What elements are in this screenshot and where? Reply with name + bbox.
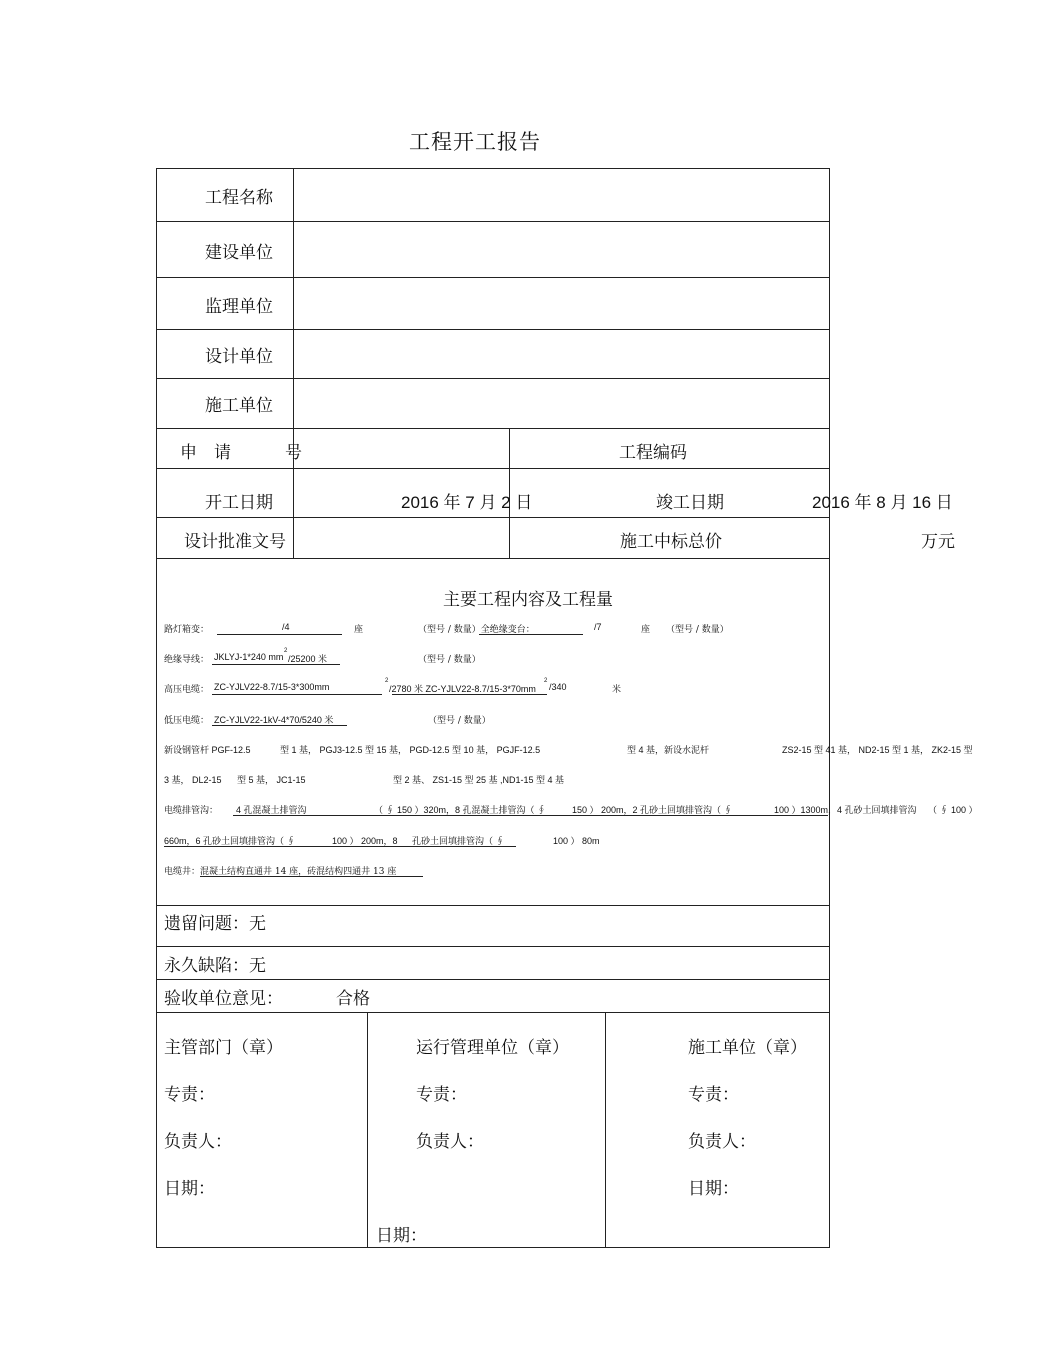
duct-text-2: （ ∮ 150 ）320m，8 孔混凝土排管沟（ ∮ (374, 805, 547, 815)
hv-cable-model-2: /2780 米 ZC-YJLV22-8.7/15-3*70mm (389, 684, 536, 694)
superscript: 2 (544, 678, 548, 684)
insulated-transformer-value: /7 (594, 622, 602, 632)
sign-col2-date: 日期： (376, 1226, 427, 1246)
bid-price-label: 施工中标总价 (620, 532, 722, 552)
fill-underline (217, 634, 342, 635)
steel-pole-text-2: 型 1 基， PGJ3-12.5 型 15 基， PGD-12.5 型 10 基， PGJF-12.5 (280, 745, 541, 755)
sign-col2-person: 负责人： (416, 1132, 484, 1152)
fill-underline (200, 876, 423, 877)
row-divider (156, 378, 830, 379)
apply-no-label-1: 申 (180, 443, 197, 463)
duct-label: 电缆排管沟： (164, 806, 219, 816)
duct-text-4: 100 ）1300m，4 孔砂土回填排管沟 (774, 805, 917, 815)
page-title: 工程开工报告 (409, 130, 541, 154)
acceptance-value: 合格 (336, 989, 370, 1009)
content-heading: 主要工程内容及工程量 (443, 590, 613, 610)
unit-seat: 座 (641, 625, 651, 635)
row-divider (156, 905, 830, 906)
row-divider (156, 558, 830, 559)
concrete-pole-text: 型 4 基，新设水泥杆 (627, 745, 710, 755)
fill-underline (212, 664, 340, 665)
constructor-label: 施工单位 (205, 396, 273, 416)
fill-underline (164, 846, 516, 847)
streetlight-box-value: /4 (282, 622, 290, 632)
duct-text-5: （ ∮ 100 ） (928, 805, 978, 815)
sign-col2-resp: 专责： (416, 1085, 467, 1105)
sign-col1-date: 日期： (164, 1179, 215, 1199)
hv-cable-qty: /340 (549, 682, 567, 692)
steel-pole-text-1: 新设钢管杆 PGF-12.5 (164, 745, 251, 755)
row-divider (156, 979, 830, 980)
start-date-label: 开工日期 (205, 493, 273, 513)
sign-col1-title: 主管部门（章） (164, 1038, 283, 1058)
supervisor-label: 监理单位 (205, 297, 273, 317)
sign-col3-date: 日期： (688, 1179, 739, 1199)
sign-col3-resp: 专责： (688, 1085, 739, 1105)
fill-underline (212, 725, 347, 726)
lv-cable-model: ZC-YJLV22-1kV-4*70/5240 米 (214, 715, 334, 725)
insulated-wire-model: JKLYJ-1*240 mm (214, 652, 284, 662)
streetlight-box-label: 路灯箱变： (164, 625, 210, 635)
row-divider (156, 329, 830, 330)
approval-doc-label: 设计批准文号 (184, 532, 286, 552)
row-divider (156, 517, 830, 518)
sign-col1-person: 负责人： (164, 1132, 232, 1152)
fill-underline (479, 634, 583, 635)
insulated-wire-qty: /25200 米 (288, 654, 328, 664)
lv-cable-label: 低压电缆： (164, 716, 210, 726)
project-code-label: 工程编码 (619, 443, 687, 463)
sign-col3-person: 负责人： (688, 1132, 756, 1152)
pole-text-4: 型 5 基， JC1-15 (237, 775, 306, 785)
insulated-transformer-label: （型号 / 数量）全绝缘变台： (418, 625, 535, 635)
model-qty-note: （型号 / 数量） (428, 716, 491, 726)
column-divider (605, 1012, 606, 1248)
start-date-value: 2016 年 7 月 2 日 (401, 493, 533, 512)
pole-text-5: 型 2 基、 ZS1-15 型 25 基 ,ND1-15 型 4 基 (393, 775, 565, 785)
designer-label: 设计单位 (205, 347, 273, 367)
hv-cable-model-1: ZC-YJLV22-8.7/15-3*300mm (214, 682, 330, 692)
concrete-pole-text-2: ZS2-15 型 41 基， ND2-15 型 1 基， ZK2-15 型 (782, 745, 973, 755)
hv-cable-label: 高压电缆： (164, 685, 210, 695)
superscript: 2 (385, 678, 389, 684)
apply-no-label-2: 请 (214, 443, 231, 463)
duct-text-6: 660m，6 孔砂土回填排管沟（ ∮ (164, 836, 296, 846)
duct-text-7: 100 ） 200m，8 (332, 836, 398, 846)
column-divider (293, 168, 294, 558)
duct-text-8: 孔砂土回填排管沟（ ∮ (412, 836, 505, 846)
unit-seat: 座 (354, 625, 364, 635)
row-divider (156, 221, 830, 222)
row-divider (156, 277, 830, 278)
row-divider (156, 468, 830, 469)
model-qty-note: （型号 / 数量） (418, 655, 481, 665)
cable-well-text: 电缆井：混凝土结构直通井 14 座，砖混结构四通井 13 座 (164, 867, 397, 877)
model-qty-note: （型号 / 数量） (666, 625, 729, 635)
row-divider (156, 1012, 830, 1013)
remaining-issues: 遗留问题：无 (164, 914, 266, 934)
pole-text-3: 3 基， DL2-15 (164, 775, 222, 785)
builder-label: 建设单位 (205, 243, 273, 263)
acceptance-label: 验收单位意见： (164, 989, 283, 1009)
bid-price-unit: 万元 (921, 532, 955, 552)
unit-meter: 米 (612, 685, 622, 695)
fill-underline (392, 694, 547, 695)
sign-col1-resp: 专责： (164, 1085, 215, 1105)
end-date-label: 竣工日期 (656, 493, 724, 513)
end-date-value: 2016 年 8 月 16 日 (812, 493, 953, 512)
project-name-label: 工程名称 (205, 188, 273, 208)
duct-text-3: 150 ） 200m，2 孔砂土回填排管沟（ ∮ (572, 805, 733, 815)
fill-underline (212, 694, 382, 695)
duct-text-9: 100 ） 80m (553, 836, 600, 846)
sign-col3-title: 施工单位（章） (688, 1038, 807, 1058)
sign-col2-title: 运行管理单位（章） (416, 1038, 569, 1058)
row-divider (156, 428, 830, 429)
insulated-wire-label: 绝缘导线： (164, 655, 210, 665)
permanent-defects: 永久缺陷：无 (164, 956, 266, 976)
column-divider (367, 1012, 368, 1248)
row-divider (156, 946, 830, 947)
apply-no-label-3: 号 (285, 443, 302, 463)
superscript: 2 (284, 648, 288, 654)
duct-text-1: 4 孔混凝土排管沟 (236, 805, 307, 815)
